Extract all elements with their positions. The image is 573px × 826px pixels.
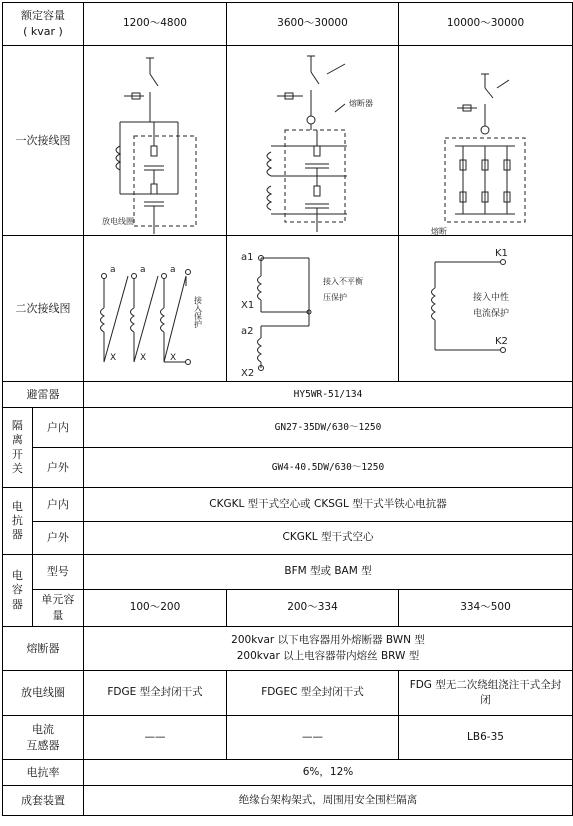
isolator-outdoor-label: 户外	[32, 448, 83, 488]
reactance-label: 电抗率	[3, 760, 84, 786]
reactance-value: 6%，12%	[83, 760, 572, 786]
discharge-label: 放电线圈	[3, 671, 84, 716]
isolator-outdoor-row	[3, 448, 573, 488]
sec1-a1: a	[109, 265, 116, 275]
isolator-label	[3, 408, 33, 488]
secondary-wiring-row	[3, 236, 573, 382]
range-col2: 3600～30000	[226, 3, 398, 46]
secondary-wiring-diagram-3	[399, 236, 572, 381]
secondary-diagram-col1	[83, 236, 226, 382]
primary-wiring-diagram-3	[399, 46, 572, 235]
discharge-row	[3, 671, 573, 716]
capacitor-label	[3, 555, 33, 627]
sec2-note-2: 压保护	[322, 293, 347, 302]
secondary-wiring-label: 二次接线图	[3, 236, 84, 382]
fuse-line1: 200kvar 以下电容器用外熔断器 BWN 型	[231, 634, 425, 647]
arrester-value: HY5WR-51/134	[83, 382, 572, 408]
sec1-a3: a	[169, 265, 176, 275]
sec3-note-2: 电流保护	[472, 309, 509, 319]
primary-wiring-diagram-1	[84, 46, 226, 235]
capacitor-unit-col3: 334～500	[398, 590, 572, 627]
sec2-x2: X2	[240, 368, 255, 379]
header-row	[3, 3, 573, 46]
sec2-a1: a1	[240, 252, 254, 263]
sec1-side-note: 接入保护	[193, 296, 203, 328]
rated-capacity-label	[3, 3, 84, 46]
reactor-outdoor-label: 户外	[32, 522, 83, 555]
ct-label	[3, 716, 84, 760]
sec1-a2: a	[139, 265, 146, 275]
sec3-note-1: 接入中性	[472, 293, 509, 303]
rated-capacity-line1: 额定容量	[20, 9, 65, 23]
secondary-diagram-col2	[226, 236, 398, 382]
ct-col2: ——	[226, 716, 398, 760]
range-col1: 1200～4800	[83, 3, 226, 46]
capacitor-model-row	[3, 555, 573, 590]
secondary-diagram-col3	[398, 236, 572, 382]
isolator-indoor-value: GN27-35DW/630～1250	[83, 408, 572, 448]
discharge-col1: FDGE 型全封闭干式	[83, 671, 226, 716]
rated-capacity-line2: ( kvar )	[23, 25, 63, 38]
capacitor-label-text: 电容器	[11, 569, 23, 611]
secondary-wiring-diagram-2	[227, 236, 398, 381]
fuse-row	[3, 627, 573, 671]
fuse-value	[83, 627, 572, 671]
reactance-row	[3, 760, 573, 786]
ct-col1: ——	[83, 716, 226, 760]
capacitor-model-value: BFM 型或 BAM 型	[83, 555, 572, 590]
reactor-label	[3, 488, 33, 555]
ct-row	[3, 716, 573, 760]
ct-col3: LB6-35	[398, 716, 572, 760]
sec2-note-1: 接入不平衡	[322, 277, 363, 286]
reactor-label-text: 电抗器	[11, 499, 23, 542]
spec-table	[2, 2, 573, 816]
primary-wiring-diagram-2	[227, 46, 398, 235]
primary-diagram-col1	[83, 46, 226, 236]
isolator-label-text: 隔离开关	[11, 418, 23, 475]
primary-wiring-row	[3, 46, 573, 236]
capacitor-unit-label-text: 单元容量	[41, 593, 75, 622]
arrester-row	[3, 382, 573, 408]
fuse-label: 熔断器	[3, 627, 84, 671]
discharge-col3-text: FDG 型无二次绕组浇注干式全封闭	[409, 678, 562, 706]
reactor-indoor-value: CKGKL 型干式空心或 CKSGL 型干式半铁心电抗器	[83, 488, 572, 522]
capacitor-unit-col2: 200～334	[226, 590, 398, 627]
arrester-label: 避雷器	[3, 382, 84, 408]
sec2-x1: X1	[240, 300, 255, 311]
capacitor-unit-col1: 100～200	[83, 590, 226, 627]
secondary-wiring-diagram-1	[84, 236, 226, 381]
isolator-indoor-label: 户内	[32, 408, 83, 448]
sec2-a2: a2	[240, 326, 254, 337]
capacitor-unit-label	[32, 590, 83, 627]
reactor-indoor-row	[3, 488, 573, 522]
primary-diagram-col2	[226, 46, 398, 236]
col3-note: 熔断	[430, 227, 447, 235]
sec1-x3: X	[169, 353, 177, 363]
reactor-outdoor-row	[3, 522, 573, 555]
ct-label-line2: 互感器	[26, 738, 60, 752]
capacitor-unit-row	[3, 590, 573, 627]
sec3-k1: K1	[494, 248, 508, 259]
assembly-label: 成套装置	[3, 786, 84, 816]
isolator-outdoor-value: GW4-40.5DW/630～1250	[83, 448, 572, 488]
sec1-x1: X	[109, 353, 117, 363]
primary-wiring-label: 一次接线图	[3, 46, 84, 236]
col1-note: 放电线圈	[101, 217, 134, 226]
discharge-col2: FDGEC 型全封闭干式	[226, 671, 398, 716]
reactor-indoor-label: 户内	[32, 488, 83, 522]
assembly-value: 绝缘台架构架式，周围用安全围栏隔离	[83, 786, 572, 816]
discharge-col3	[398, 671, 572, 716]
range-col3: 10000～30000	[398, 3, 572, 46]
reactor-outdoor-value: CKGKL 型干式空心	[83, 522, 572, 555]
fuse-line2: 200kvar 以上电容器带内熔丝 BRW 型	[236, 649, 420, 662]
ct-label-line1: 电流	[31, 722, 54, 736]
assembly-row	[3, 786, 573, 816]
sec1-x2: X	[139, 353, 147, 363]
isolator-indoor-row	[3, 408, 573, 448]
sec3-k2: K2	[494, 336, 508, 347]
primary-diagram-col3	[398, 46, 572, 236]
capacitor-model-label: 型号	[32, 555, 83, 590]
col2-note: 熔断器	[348, 99, 373, 108]
